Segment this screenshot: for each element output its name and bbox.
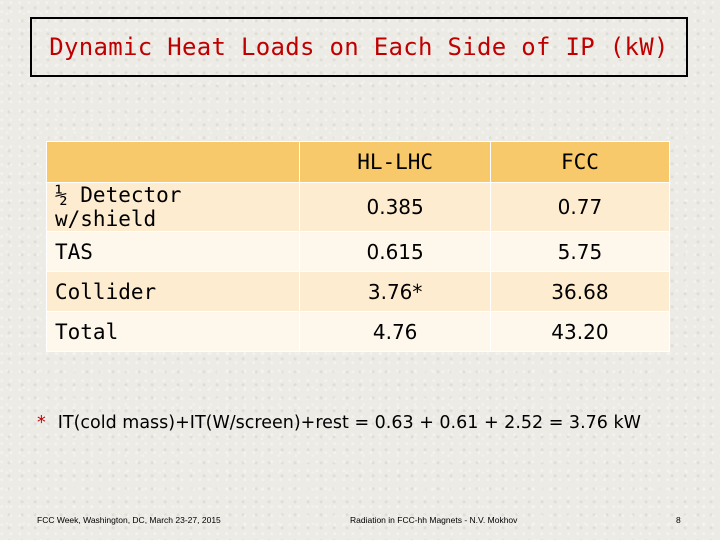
table-row [47,232,670,272]
cell-fcc: 43.20 [490,312,669,352]
row-label: TAS [47,232,300,272]
footer-event: FCC Week, Washington, DC, March 23-27, 2015 [37,515,221,525]
cell-hl-lhc: 0.615 [300,232,490,272]
row-label: Total [47,312,300,352]
header-cell-fcc: FCC [490,142,669,183]
footnote [37,413,641,433]
row-label: ½ Detector w/shield [47,183,300,232]
header-cell-hl-lhc: HL-LHC [300,142,490,183]
table-header-row [47,142,670,183]
cell-hl-lhc: 0.385 [300,183,490,232]
slide-title: Dynamic Heat Loads on Each Side of IP (kW) [49,33,669,61]
row-label: Collider [47,272,300,312]
table-row [47,272,670,312]
cell-fcc: 0.77 [490,183,669,232]
footnote-marker: * [37,413,46,433]
footnote-text: IT(cold mass)+IT(W/screen)+rest = 0.63 + 0.61 + 2.52 = 3.76 kW [57,413,641,433]
cell-hl-lhc: 3.76* [300,272,490,312]
cell-hl-lhc: 4.76 [300,312,490,352]
cell-fcc: 5.75 [490,232,669,272]
heat-load-table [46,141,670,352]
table-row [47,312,670,352]
table-row [47,183,670,232]
title-box [30,17,688,77]
header-cell-empty [47,142,300,183]
page-number: 8 [676,515,681,525]
cell-fcc: 36.68 [490,272,669,312]
footer-talk-title: Radiation in FCC-hh Magnets - N.V. Mokhov [350,515,518,525]
